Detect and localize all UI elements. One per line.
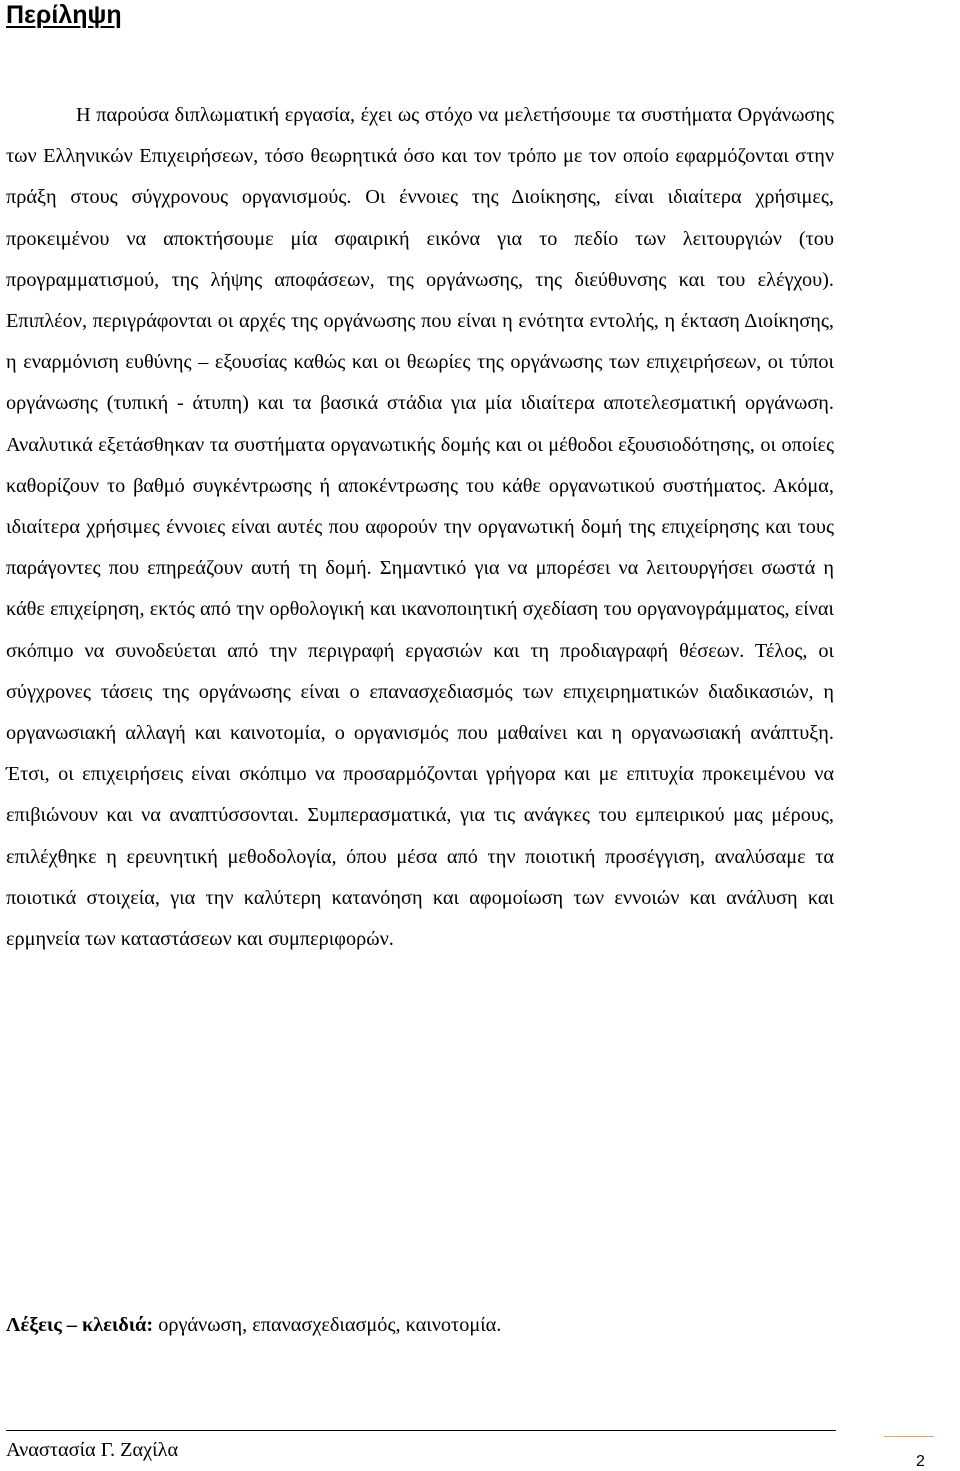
page-number: 2 — [916, 1453, 925, 1470]
page-number-divider — [884, 1436, 934, 1437]
footer-divider — [6, 1430, 836, 1431]
footer-author: Αναστασία Γ. Ζαχίλα — [6, 1439, 179, 1461]
keywords-label: Λέξεις – κλειδιά: — [6, 1314, 154, 1336]
keywords-line — [6, 1311, 501, 1339]
page-title: Περίληψη — [6, 1, 122, 29]
keywords-value: οργάνωση, επανασχεδιασμός, καινοτομία. — [158, 1314, 502, 1336]
abstract-paragraph: Η παρούσα διπλωματική εργασία, έχει ως στόχο να μελετήσουμε τα συστήματα Οργάνωσης των Ελληνικών Επιχειρήσεων, τόσο θεωρητικά όσο και τον τρόπο με τον οποίο εφαρμόζονται στην πράξη στους σύγχρονους οργανισμούς. Οι έννοιες της Διοίκησης, είναι ιδιαίτερα χρήσιμες, προκειμένου να αποκτήσουμε μία σφαιρική εικόνα για το πεδίο των λειτουργιών (του προγραμματισμού, της λήψης αποφάσεων, της οργάνωσης, της διεύθυνσης και του ελέγχου). Επιπλέον, περιγράφονται οι αρχές της οργάνωσης που είναι η ενότητα εντολής, η έκταση Διοίκησης, η εναρμόνιση ευθύνης – εξουσίας καθώς και οι θεωρίες της οργάνωσης των επιχειρήσεων, οι τύποι οργάνωσης (τυπική - άτυπη) και τα βασικά στάδια για μία ιδιαίτερα αποτελεσματική οργάνωση. Αναλυτικά εξετάσθηκαν τα συστήματα οργανωτικής δομής και οι μέθοδοι εξουσιοδότησης, οι οποίες καθορίζουν το βαθμό συγκέντρωσης ή αποκέντρωσης του κάθε οργανωτικού συστήματος. Ακόμα, ιδιαίτερα χρήσιμες έννοιες είναι αυτές που αφορούν την οργανωτική δομή της επιχείρησης και τους παράγοντες που επηρεάζουν αυτή τη δομή. Σημαντικό για να μπορέσει να λειτουργήσει σωστά η κάθε επιχείρηση, εκτός από την ορθολογική και ικανοποιητική σχεδίαση του οργανογράμματος, είναι σκόπιμο να συνοδεύεται από την περιγραφή εργασιών και τη προδιαγραφή θέσεων. Τέλος, οι σύγχρονες τάσεις της οργάνωσης είναι ο επανασχεδιασμός των επιχειρηματικών διαδικασιών, η οργανωσιακή αλλαγή και καινοτομία, ο οργανισμός που μαθαίνει και η οργανωσιακή ανάπτυξη. Έτσι, οι επιχειρήσεις είναι σκόπιμο να προσαρμόζονται γρήγορα και με επιτυχία προκειμένου να επιβιώνουν και να αναπτύσσονται. Συμπερασματικά, για τις ανάγκες του εμπειρικού μας μέρους, επιλέχθηκε η ερευνητική μεθοδολογία, όπου μέσα από την ποιοτική προσέγγιση, αναλύσαμε τα ποιοτικά στοιχεία, για την καλύτερη κατανόηση και αφομοίωση των εννοιών και ανάλυση και ερμηνεία των καταστάσεων και συμπεριφορών. — [6, 104, 834, 951]
